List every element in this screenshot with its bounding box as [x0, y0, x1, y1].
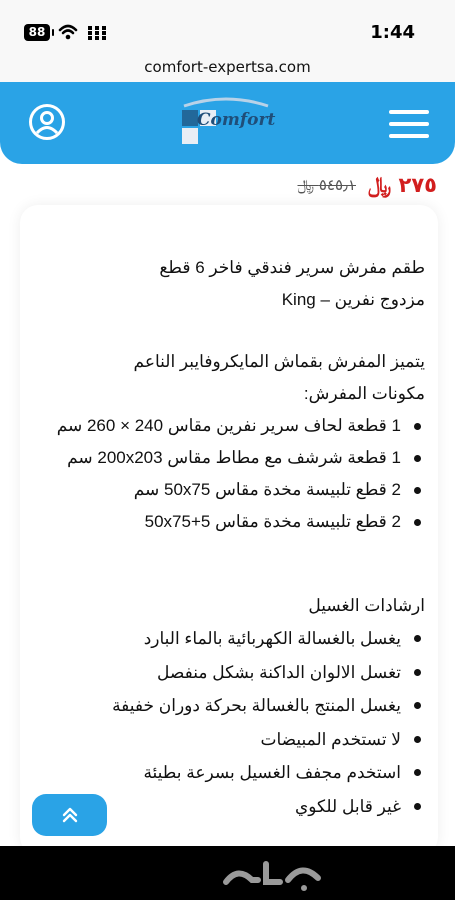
- washing-list: [35, 622, 425, 823]
- list-item: غير قابل للكوي: [35, 790, 425, 824]
- dots-grid-icon: [88, 26, 106, 40]
- list-item: لا تستخدم المبيضات: [35, 723, 425, 757]
- url-bar[interactable]: comfort-expertsa.com: [0, 56, 455, 82]
- list-item: يغسل المنتج بالغسالة بحركة دوران خفيفة: [35, 689, 425, 723]
- list-item: 1 قطعة لحاف سرير نفرين مقاس 240 × 260 سم: [35, 410, 425, 442]
- list-item: 2 قطع تلبيسة مخدة مقاس 50x75 سم: [35, 474, 425, 506]
- price-row: [298, 172, 438, 198]
- list-item: استخدم مجفف الغسيل بسرعة بطيئة: [35, 756, 425, 790]
- current-price: ٢٧٥ ﷼: [367, 172, 437, 197]
- washing-heading: ارشادات الغسيل: [308, 596, 425, 615]
- logo-text: Comfort: [197, 110, 276, 130]
- list-item: 2 قطع تلبيسة مخدة مقاس 50x75+5: [35, 506, 425, 538]
- product-description: [35, 252, 425, 823]
- battery-indicator: 88: [24, 24, 50, 41]
- site-header: [0, 82, 455, 164]
- list-item: يغسل بالغسالة الكهربائية بالماء البارد: [35, 622, 425, 656]
- double-chevron-up-icon: [60, 805, 80, 825]
- scroll-top-button[interactable]: [32, 794, 107, 836]
- original-price: ٥٤٥٫١ ﷼: [297, 176, 356, 194]
- user-circle-icon[interactable]: [28, 103, 66, 141]
- product-title-line1: طقم مفرش سرير فندقي فاخر 6 قطع: [159, 258, 425, 277]
- list-item: تغسل الالوان الداكنة بشكل منفصل: [35, 656, 425, 690]
- list-item: 1 قطعة شرشف مع مطاط مقاس 200x203 سم: [35, 442, 425, 474]
- status-bar: [0, 0, 455, 56]
- components-heading: مكونات المفرش:: [303, 384, 425, 403]
- hamburger-menu-icon[interactable]: [389, 110, 429, 138]
- product-title-line2: مزدوج نفرين – King: [281, 290, 425, 309]
- components-list: [35, 410, 425, 538]
- clock: 1:44: [370, 22, 415, 43]
- wifi-icon: [58, 22, 78, 42]
- product-feature: يتميز المفرش بقماش المايكروفايبر الناعم: [133, 352, 425, 371]
- watermark-logo-icon: [218, 852, 328, 894]
